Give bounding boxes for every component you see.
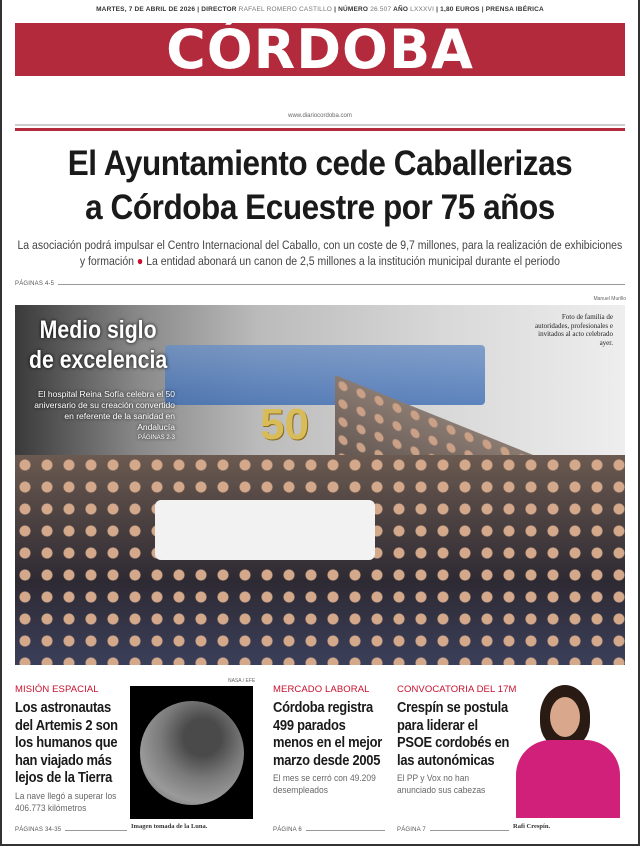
story-unemployment — [273, 684, 385, 834]
moon-credit: NASA / EFE — [228, 678, 256, 684]
pink-blouse — [516, 740, 620, 818]
subhead-2: La entidad abonará un canon de 2,5 millones a la institución municipal durante el periodo — [146, 254, 560, 268]
face — [550, 697, 580, 737]
rule — [306, 830, 385, 831]
crespin-photo[interactable] — [512, 685, 624, 818]
date: MARTES, 7 DE ABRIL DE 2026 — [96, 6, 196, 13]
year-number: LXXXVI — [410, 6, 435, 13]
issue-label: NÚMERO — [338, 6, 369, 13]
photo-title — [29, 315, 167, 375]
story-artemis — [15, 684, 127, 834]
lead-headline[interactable] — [0, 142, 640, 230]
main-photo[interactable] — [15, 305, 625, 665]
balcony-staff — [165, 345, 485, 405]
pages-ref: PÁGINAS 4-5 — [15, 281, 55, 287]
photo-desc-text: El hospital Reina Sofía celebra el 50 aniversario de su creación convertido en referente de la sanidad en Andalucía — [34, 389, 175, 432]
masthead-title: CÓRDOBA — [166, 18, 474, 81]
moon-disc — [140, 701, 244, 805]
lead-pages — [15, 280, 625, 288]
website-url[interactable]: www.diariocordoba.com — [288, 113, 352, 119]
cake-table — [155, 500, 375, 560]
photo-pages: PÁGINAS 2-3 — [137, 435, 175, 441]
lead-subhead-wrap — [15, 237, 625, 271]
kicker-space: MISIÓN ESPACIAL — [15, 684, 99, 695]
crowd — [15, 455, 625, 665]
top-info-bar: MARTES, 7 DE ABRIL DE 2026 | DIRECTOR RAFAEL ROMERO CASTILLO | NÚMERO 26.507 AÑO LXXXVI | 1,80 EUROS | PRENSA IBÉRICA — [96, 6, 544, 13]
story-sub-wrap — [15, 791, 127, 815]
story-title-wrap — [273, 699, 385, 769]
pages-ref: PÁGINAS 34-35 — [15, 827, 62, 833]
year-label: AÑO — [393, 6, 409, 13]
moon-image[interactable] — [130, 686, 253, 819]
bullet-icon: ● — [136, 254, 144, 268]
story-pages-unemployment — [273, 826, 385, 834]
headline-line-1: El Ayuntamiento cede Caballerizas — [67, 144, 573, 183]
balloon-50: 50 — [260, 400, 309, 449]
story-crespin — [397, 684, 517, 834]
headline-line-2: a Córdoba Ecuestre por 75 años — [85, 188, 555, 227]
director-name: RAFAEL ROMERO CASTILLO — [238, 6, 333, 13]
publisher: PRENSA IBÉRICA — [485, 6, 544, 13]
moon-caption: Imagen tomada de la Luna. — [131, 823, 208, 830]
pages-ref: PÁGINA 7 — [397, 827, 426, 833]
story-sub-unemployment: El mes se cerró con 49.209 desempleados — [273, 773, 376, 796]
rule — [58, 284, 625, 285]
story-title-wrap — [15, 699, 127, 787]
story-sub-artemis: La nave llegó a superar los 406.773 kilómetros — [15, 790, 117, 814]
photo-description — [30, 389, 175, 442]
story-sub-crespin: El PP y Vox no han anunciado sus cabezas — [397, 773, 486, 796]
masthead — [15, 18, 625, 81]
subhead-1: La asociación podrá impulsar el Centro Internacional del Caballo, con un coste de 9,7 millones, para la realización de exhibiciones y formación — [17, 238, 623, 268]
photo-caption: Foto de familia de autoridades, profesionales e invitados al acto celebrado ayer. — [535, 313, 613, 347]
rule — [430, 830, 509, 831]
divider — [15, 124, 625, 126]
kicker-elections: CONVOCATORIA DEL 17M — [397, 684, 517, 695]
story-title-wrap — [397, 699, 509, 769]
issue-number: 26.507 — [370, 6, 392, 13]
story-sub-wrap — [273, 773, 385, 797]
crespin-caption: Rafi Crespín. — [513, 823, 551, 830]
story-title-artemis[interactable]: Los astronautas del Artemis 2 son los humanos que han viajado más lejos de la Tierra — [15, 699, 118, 786]
photo-title-1: Medio siglo — [39, 316, 157, 344]
divider-red — [15, 128, 625, 131]
director-label: DIRECTOR — [201, 6, 237, 13]
lead-subhead — [15, 237, 625, 269]
pages-ref: PÁGINA 6 — [273, 827, 302, 833]
rule — [65, 830, 127, 831]
kicker-labor: MERCADO LABORAL — [273, 684, 370, 695]
story-sub-wrap — [397, 773, 509, 797]
price: 1,80 EUROS — [440, 6, 480, 13]
story-title-crespin[interactable]: Crespín se postula para liderar el PSOE cordobés en las autonómicas — [397, 699, 510, 769]
photo-title-2: de excelencia — [29, 346, 168, 374]
photo-credit: Manuel Murillo — [593, 296, 626, 302]
story-pages-artemis — [15, 826, 127, 834]
story-title-unemployment[interactable]: Córdoba registra 499 parados menos en el mejor marzo desde 2005 — [273, 699, 383, 769]
story-pages-crespin — [397, 826, 509, 834]
